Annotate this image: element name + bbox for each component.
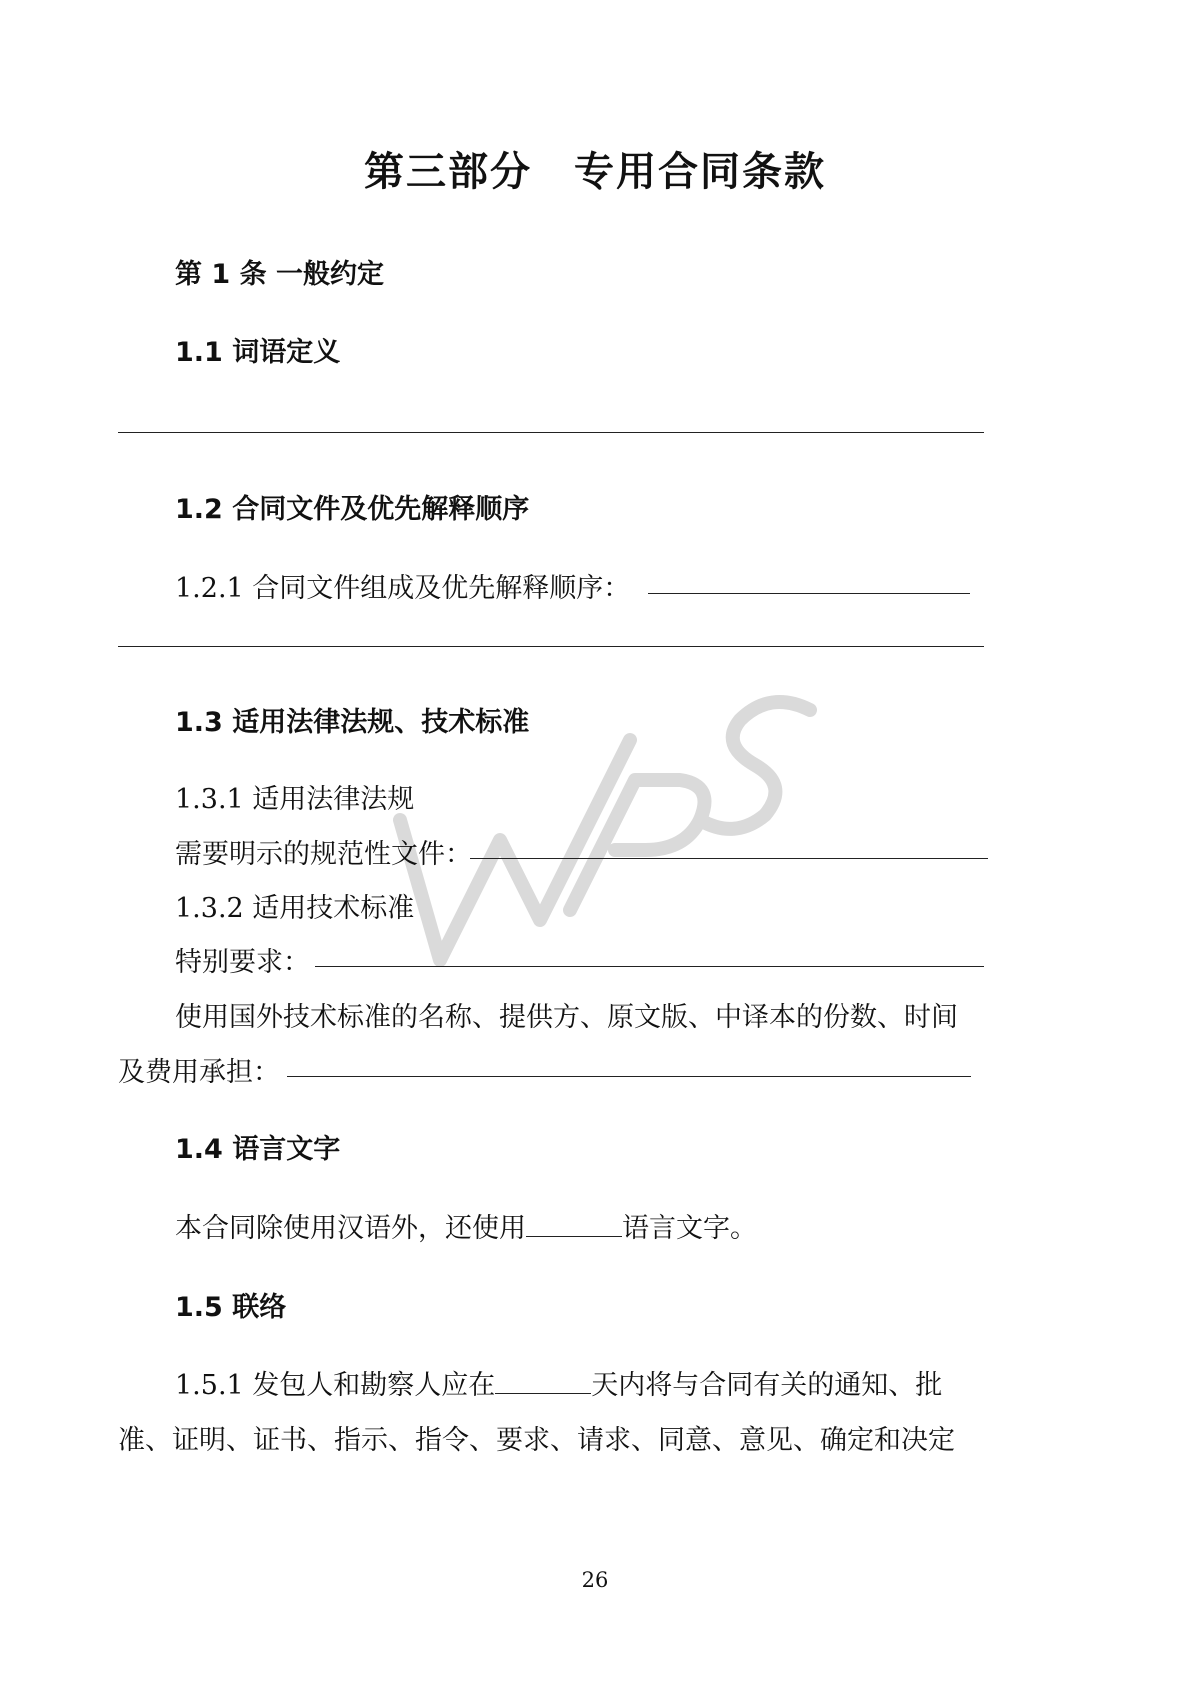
article-1-heading: 第 1 条 一般约定 [175,259,384,290]
page-number: 26 [581,1568,609,1592]
page-title: 第三部分 专用合同条款 [364,149,826,195]
fill-in-line [315,966,984,967]
fill-in-blank [495,1371,591,1394]
section-1-1-heading: 1.1 词语定义 [175,337,341,368]
item-1-3-2: 1.3.2 适用技术标准 [175,893,415,924]
language-text-pre: 本合同除使用汉语外，还使用 [175,1213,526,1244]
item-1-5-1-continued: 准、证明、证书、指示、指令、要求、请求、同意、意见、确定和决定 [118,1425,955,1456]
fill-in-blank [526,1214,622,1237]
language-paragraph [175,1206,757,1245]
language-text-post: 语言文字。 [622,1213,757,1244]
item-1-5-1-post: 天内将与合同有关的通知、批 [591,1370,943,1401]
special-requirements-label: 特别要求： [175,947,310,978]
fill-in-line [648,593,970,594]
cost-bearing-label: 及费用承担： [118,1057,280,1088]
item-1-5-1-pre: 1.5.1 发包人和勘察人应在 [175,1370,496,1401]
section-1-5-heading: 1.5 联络 [175,1292,287,1323]
item-1-2-1 [175,566,630,605]
item-1-5-1 [175,1363,942,1402]
section-1-2-heading: 1.2 合同文件及优先解释顺序 [175,494,530,525]
section-1-3-heading: 1.3 适用法律法规、技术标准 [175,707,530,738]
normative-docs-label: 需要明示的规范性文件： [175,839,472,870]
fill-in-line [118,646,984,647]
section-1-4-heading: 1.4 语言文字 [175,1134,341,1165]
item-1-2-1-text: 1.2.1 合同文件组成及优先解释顺序： [175,573,631,604]
fill-in-line [118,432,984,433]
fill-in-line [470,858,988,859]
foreign-standards-text: 使用国外技术标准的名称、提供方、原文版、中译本的份数、时间 [175,1002,958,1033]
item-1-3-1: 1.3.1 适用法律法规 [175,784,415,815]
fill-in-line [287,1076,971,1077]
